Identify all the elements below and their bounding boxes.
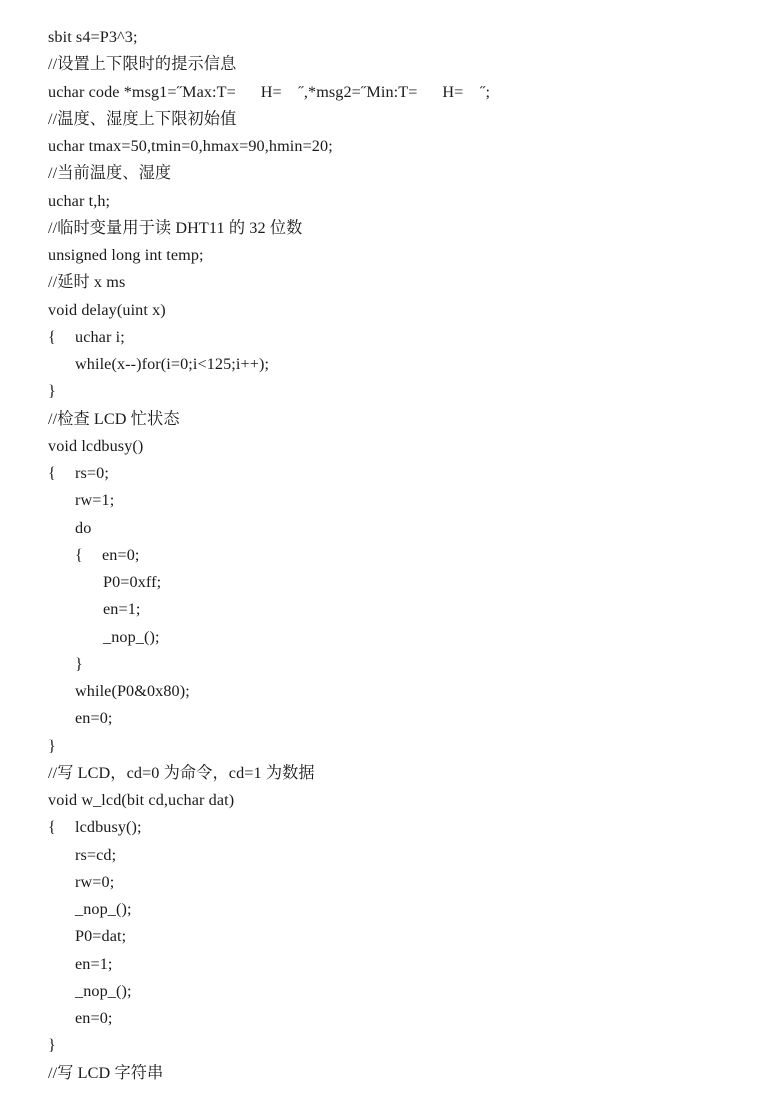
code-text: P0=dat; <box>75 927 127 946</box>
code-text: void w_lcd(bit cd,uchar dat) <box>48 791 235 809</box>
code-line <box>48 651 768 678</box>
code-line <box>48 297 768 324</box>
code-line <box>48 542 768 569</box>
code-text: en=0; <box>75 709 113 728</box>
code-line <box>48 133 768 160</box>
code-text: } <box>48 1036 56 1055</box>
code-text: void lcdbusy() <box>48 436 144 455</box>
code-line <box>48 951 768 978</box>
code-line <box>48 242 768 269</box>
code-text: _nop_(); <box>75 900 132 918</box>
code-text: while(P0&0x80); <box>75 682 190 700</box>
code-line <box>48 1005 768 1032</box>
code-comment: //写 LCD，cd=0 为命令，cd=1 为数据 <box>48 763 315 782</box>
code-line <box>48 923 768 950</box>
code-line <box>48 433 768 460</box>
code-line <box>48 760 768 787</box>
code-comment: //温度、湿度上下限初始值 <box>48 109 237 128</box>
code-comment: //写 LCD 字符串 <box>48 1063 164 1082</box>
code-text: en=0; <box>75 1009 113 1027</box>
code-line <box>48 79 768 106</box>
code-line <box>48 160 768 187</box>
code-line <box>48 705 768 732</box>
code-comment: //临时变量用于读 DHT11 的 32 位数 <box>48 218 303 237</box>
code-comment: //当前温度、湿度 <box>48 164 172 183</box>
code-line <box>48 487 768 514</box>
code-line <box>48 106 768 133</box>
code-text: sbit s4=P3^3; <box>48 28 138 46</box>
code-text: en=1; <box>75 954 113 973</box>
code-text: } <box>48 382 56 401</box>
code-line <box>48 51 768 78</box>
code-line <box>48 188 768 215</box>
code-line <box>48 1060 768 1087</box>
code-line <box>48 378 768 405</box>
code-text: en=1; <box>103 600 141 619</box>
open-brace: { <box>48 464 56 482</box>
code-text: _nop_(); <box>75 981 132 1000</box>
code-text: rw=0; <box>75 872 115 891</box>
code-comment: //检查 LCD 忙状态 <box>48 409 180 428</box>
code-line <box>48 215 768 242</box>
code-text: void delay(uint x) <box>48 300 166 319</box>
code-text: } <box>48 736 56 755</box>
code-line <box>48 324 768 351</box>
open-brace: { <box>48 818 56 837</box>
code-line <box>48 460 768 487</box>
code-line <box>48 678 768 705</box>
code-text: rs=0; <box>75 464 109 482</box>
code-text: do <box>75 518 92 537</box>
code-line <box>48 406 768 433</box>
code-text: en=0; <box>102 545 140 564</box>
code-text: rw=1; <box>75 491 115 510</box>
code-line <box>48 24 768 51</box>
code-line <box>48 787 768 814</box>
code-text: } <box>75 654 83 673</box>
code-listing <box>48 24 768 1087</box>
code-text: uchar i; <box>75 327 125 346</box>
code-text: uchar code *msg1=˝Max:T= H= ˝,*msg2=˝Min:T= H= ˝; <box>48 82 491 101</box>
code-text: lcdbusy(); <box>75 818 142 837</box>
code-text: uchar tmax=50,tmin=0,hmax=90,hmin=20; <box>48 137 333 155</box>
code-line <box>48 1032 768 1059</box>
code-line <box>48 351 768 378</box>
open-brace: { <box>48 327 56 346</box>
code-line <box>48 896 768 923</box>
code-line <box>48 596 768 623</box>
code-line <box>48 869 768 896</box>
code-comment: //延时 x ms <box>48 273 126 292</box>
code-text: P0=0xff; <box>103 573 162 591</box>
code-line <box>48 569 768 596</box>
code-comment: //设置上下限时的提示信息 <box>48 55 237 74</box>
code-text: unsigned long int temp; <box>48 246 204 264</box>
code-text: _nop_(); <box>103 627 160 646</box>
code-text: rs=cd; <box>75 845 117 864</box>
code-text: uchar t,h; <box>48 191 111 210</box>
code-line <box>48 624 768 651</box>
code-line <box>48 269 768 296</box>
code-line <box>48 842 768 869</box>
code-text: while(x--)for(i=0;i<125;i++); <box>75 355 270 373</box>
open-brace: { <box>75 545 83 564</box>
code-line <box>48 733 768 760</box>
code-line <box>48 515 768 542</box>
code-line <box>48 978 768 1005</box>
code-line <box>48 814 768 841</box>
